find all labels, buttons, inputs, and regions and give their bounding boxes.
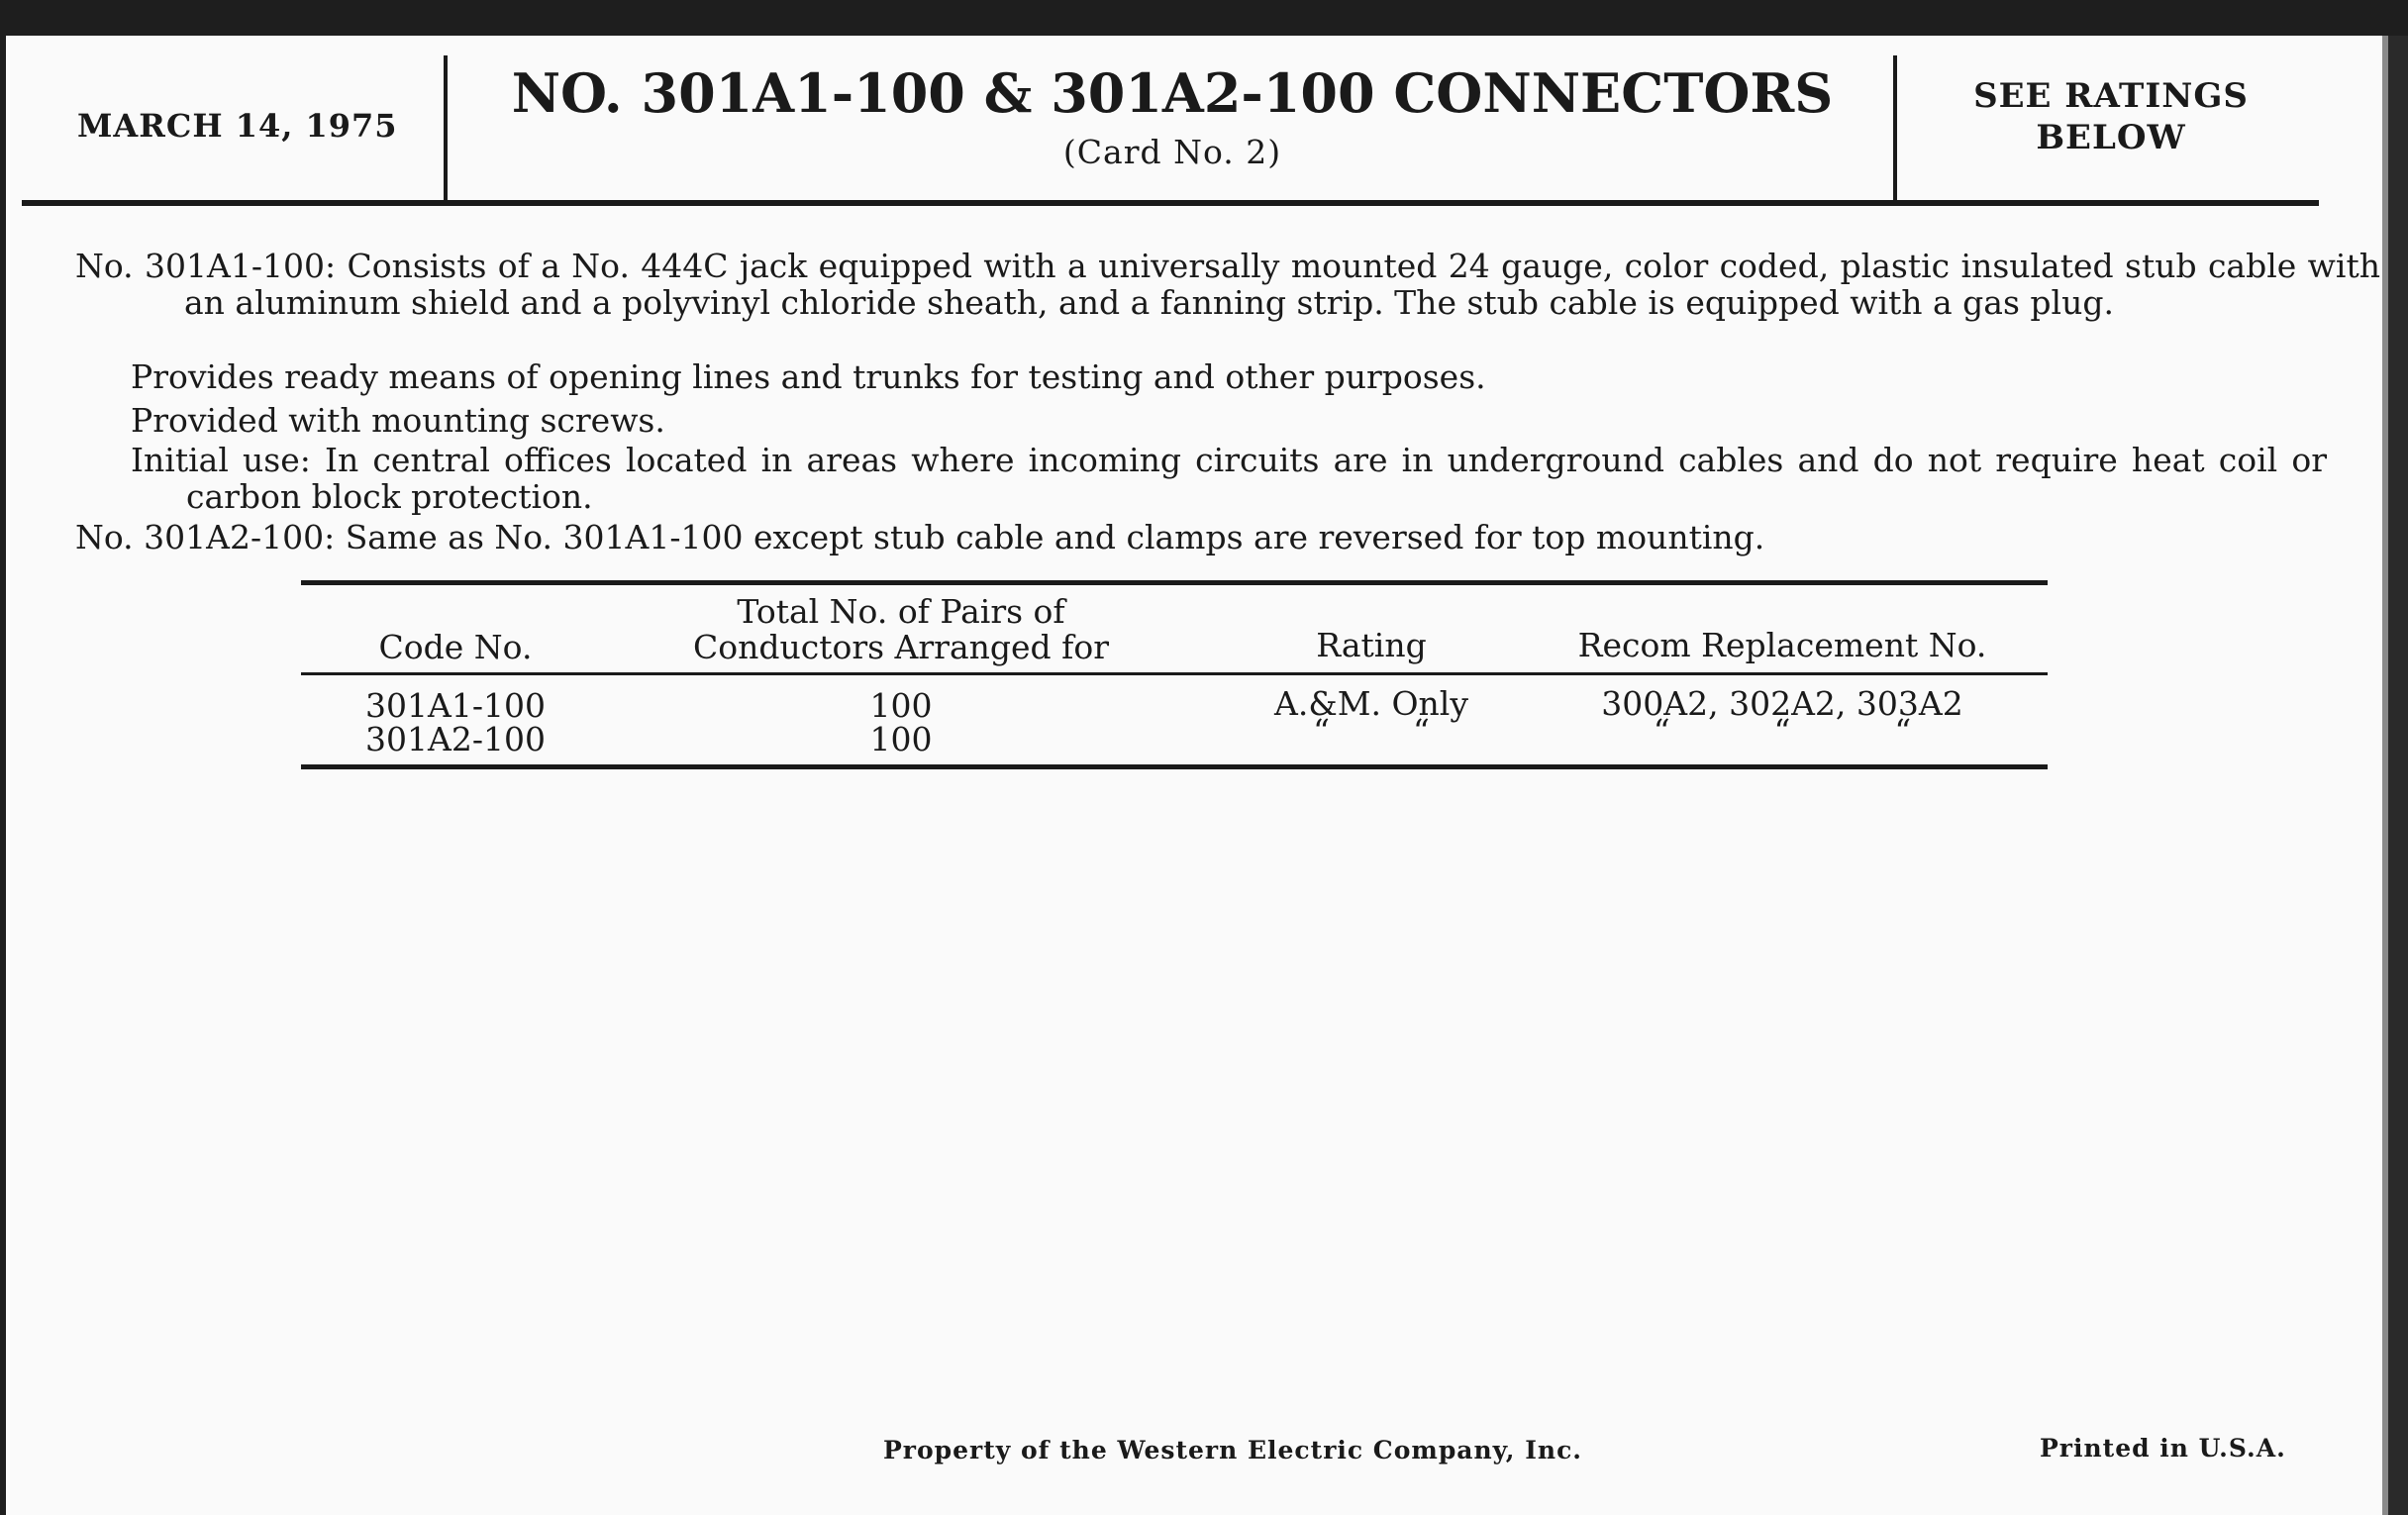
header-divider-left	[444, 55, 448, 200]
ratings-note-line2: BELOW	[2036, 118, 2186, 157]
cell-pairs: 100	[869, 720, 933, 758]
cell-code: 301A2-100	[365, 720, 546, 758]
cell-code: 301A1-100	[365, 686, 546, 725]
description-301a1: No. 301A1-100: Consists of a No. 444C jack equipped with a universally mounted 24 gauge, color coded, plastic insulated stub cable with an aluminum shield and a polyvinyl chloride sheath, and a fanning strip. The stub cable is equipped with a gas plug.	[75, 247, 2380, 322]
cell-rating: A.&M. Only	[1274, 684, 1468, 723]
table-top-rule	[301, 580, 2048, 585]
description-purpose: Provides ready means of opening lines and trunks for testing and other purposes.	[131, 357, 1486, 396]
footer-printed: Printed in U.S.A.	[2040, 1434, 2286, 1463]
scan-border	[2388, 36, 2408, 1515]
card-date: MARCH 14, 1975	[77, 107, 398, 145]
ratings-note	[1901, 75, 2321, 158]
header-code: Code No.	[378, 628, 533, 666]
description-initial-use: Initial use: In central offices located in areas where incoming circuits are in underground cables and do not require heat coil or carbon block protection.	[131, 441, 2327, 516]
description-301a2: No. 301A2-100: Same as No. 301A1-100 except stub cable and clamps are reversed for top mounting.	[75, 518, 1765, 556]
description-screws: Provided with mounting screws.	[131, 401, 665, 440]
table-bottom-rule	[301, 764, 2048, 769]
cell-pairs: 100	[869, 686, 933, 725]
footer-property: Property of the Western Electric Company, Inc.	[883, 1436, 1583, 1464]
header-divider-right	[1893, 55, 1897, 200]
header-rule	[22, 200, 2319, 206]
table-header-rule	[301, 672, 2048, 675]
header-replacement: Recom Replacement No.	[1577, 626, 1987, 664]
card-title: NO. 301A1-100 & 301A2-100 CONNECTORS	[511, 61, 1834, 125]
header-pairs	[634, 594, 1168, 665]
header-rating: Rating	[1316, 626, 1427, 664]
ratings-note-line1: SEE RATINGS	[1973, 76, 2249, 116]
header-pairs-line2: Conductors Arranged for	[693, 628, 1109, 666]
cell-replacement: “ “ “	[1653, 712, 1912, 751]
cell-replacement: 300A2, 302A2, 303A2	[1601, 684, 1963, 723]
cell-rating: “ “	[1313, 712, 1430, 751]
card-subtitle: (Card No. 2)	[1062, 133, 1282, 171]
header-pairs-line1: Total No. of Pairs of	[737, 592, 1065, 631]
